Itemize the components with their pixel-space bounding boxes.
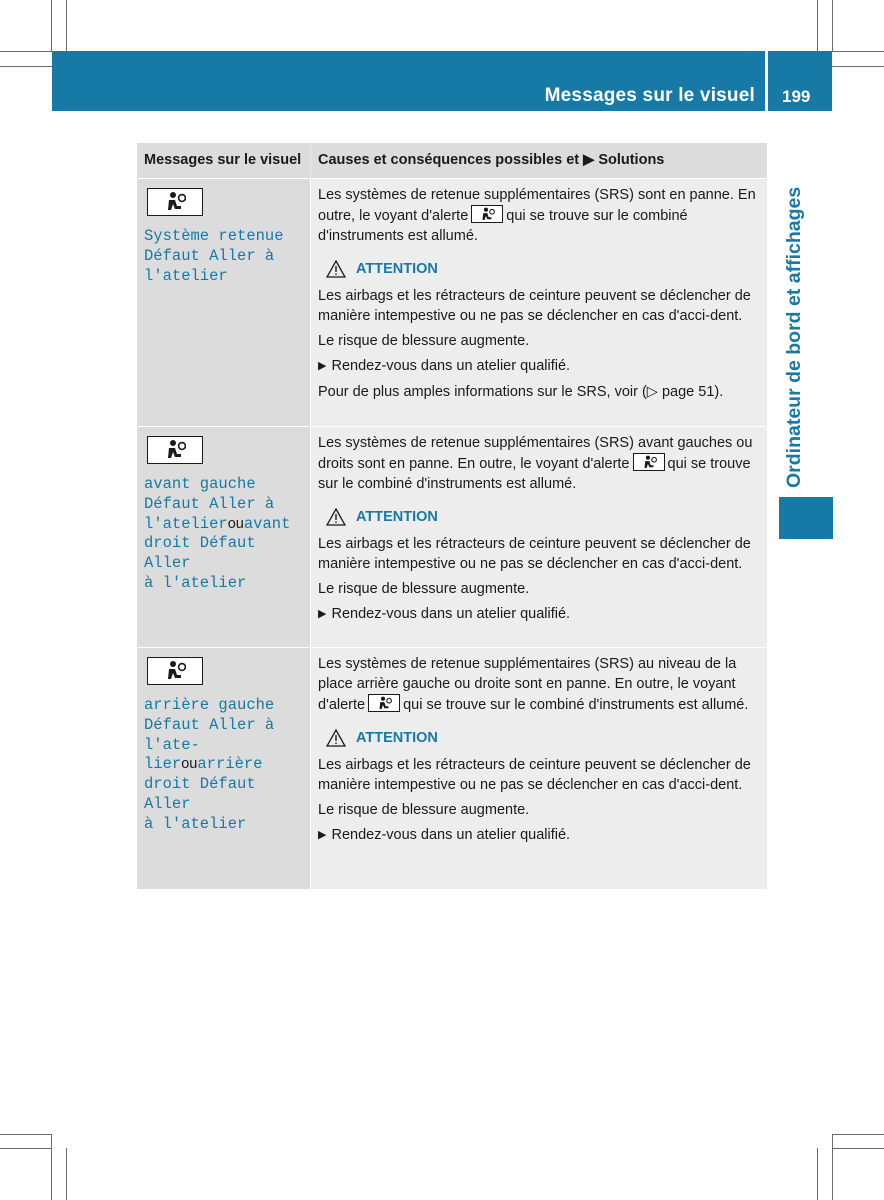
column-header-messages: Messages sur le visuel xyxy=(137,143,310,178)
crop-mark xyxy=(832,1148,884,1149)
message-cell xyxy=(137,427,310,647)
crop-mark xyxy=(0,1148,52,1149)
crop-mark xyxy=(0,1134,52,1135)
column-header-causes: Causes et conséquences possibles et ▶ Solutions xyxy=(310,143,767,178)
crop-mark xyxy=(817,1148,818,1200)
crop-mark xyxy=(832,66,884,67)
action-text: ▶ Rendez-vous dans un atelier qualifié. xyxy=(318,356,760,377)
crop-mark xyxy=(832,51,884,52)
messages-table xyxy=(137,143,767,889)
warning-text: Les airbags et les rétracteurs de ceinture peuvent se déclencher de manière intempestive ou ne pas se déclencher en cas d'acci-dent. xyxy=(318,756,751,793)
airbag-warning-icon xyxy=(633,453,665,471)
table-row xyxy=(137,648,767,889)
airbag-warning-icon xyxy=(471,205,503,223)
crop-mark xyxy=(66,1148,67,1200)
warning-triangle-icon xyxy=(326,260,346,278)
airbag-warning-icon xyxy=(368,694,400,712)
table-row xyxy=(137,427,767,648)
cause-text: Les systèmes de retenue supplémentaires (SRS) sont en panne. En outre, le voyant d'alerte qui se trouve sur le combiné d'instruments est allumé. xyxy=(318,187,756,245)
warning-text: Les airbags et les rétracteurs de ceinture peuvent se déclencher de manière intempestive ou ne pas se déclencher en cas d'acci-dent. xyxy=(318,287,751,324)
cause-cell xyxy=(310,179,767,426)
display-message: avant gauche Défaut Aller à l'atelierouavant droit Défaut Aller à l'atelier xyxy=(144,475,291,592)
table-header-row xyxy=(137,143,767,179)
warning-triangle-icon xyxy=(326,508,346,526)
attention-heading: ATTENTION xyxy=(326,260,760,278)
chapter-tab-label: Ordinateur de bord et affichages xyxy=(783,186,805,488)
cause-cell xyxy=(310,648,767,889)
crop-mark xyxy=(832,1134,833,1200)
crop-mark xyxy=(832,1134,884,1135)
cause-text: Les systèmes de retenue supplémentaires (SRS) avant gauches ou droits sont en panne. En outre, le voyant d'alerte qui se trouve sur le combiné d'instruments est allumé. xyxy=(318,435,753,493)
page-number-band xyxy=(768,51,832,111)
message-cell xyxy=(137,648,310,889)
page-reference: Pour de plus amples informations sur le SRS, voir (▷ page 51). xyxy=(318,384,724,401)
attention-heading: ATTENTION xyxy=(326,729,760,747)
airbag-warning-icon xyxy=(147,657,203,685)
risk-text: Le risque de blessure augmente. xyxy=(318,802,530,819)
attention-heading: ATTENTION xyxy=(326,508,760,526)
warning-triangle-icon xyxy=(326,729,346,747)
action-text: ▶ Rendez-vous dans un atelier qualifié. xyxy=(318,825,760,846)
crop-mark xyxy=(51,0,52,52)
crop-mark xyxy=(66,0,67,52)
risk-text: Le risque de blessure augmente. xyxy=(318,333,530,350)
header-band xyxy=(52,51,765,111)
action-text: ▶ Rendez-vous dans un atelier qualifié. xyxy=(318,604,760,625)
cause-cell xyxy=(310,427,767,647)
message-cell xyxy=(137,179,310,426)
airbag-warning-icon xyxy=(147,188,203,216)
crop-mark xyxy=(51,1134,52,1200)
warning-text: Les airbags et les rétracteurs de ceinture peuvent se déclencher de manière intempestive ou ne pas se déclencher en cas d'acci-dent. xyxy=(318,535,751,572)
airbag-warning-icon xyxy=(147,436,203,464)
crop-mark xyxy=(817,0,818,52)
table-row xyxy=(137,179,767,427)
risk-text: Le risque de blessure augmente. xyxy=(318,581,530,598)
crop-mark xyxy=(832,0,833,52)
page-number: 199 xyxy=(782,87,811,106)
section-title: Messages sur le visuel xyxy=(544,85,755,106)
display-message: arrière gauche Défaut Aller à l'ate- lierouarrière droit Défaut Aller à l'atelier xyxy=(144,696,275,833)
cause-text: Les systèmes de retenue supplémentaires (SRS) au niveau de la place arrière gauche ou droite sont en panne. En outre, le voyant d'alerte qui se trouve sur le combiné d'instruments est allumé. xyxy=(318,656,749,714)
chapter-tab-marker xyxy=(779,497,833,539)
crop-mark xyxy=(0,51,52,52)
crop-mark xyxy=(0,66,52,67)
display-message: Système retenue Défaut Aller à l'atelier xyxy=(144,227,284,285)
